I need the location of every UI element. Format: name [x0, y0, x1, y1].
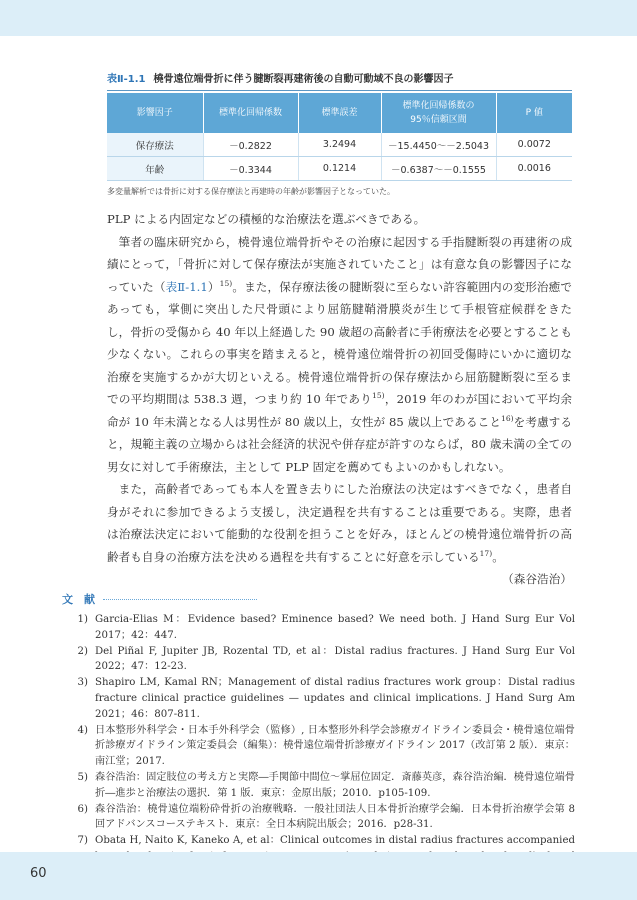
paragraph: PLP による内固定などの積極的な治療法を選ぶべきである。 [107, 212, 426, 226]
paragraph: 筆者の臨床研究から，橈骨遠位端骨折やその治療に起因する手指腱断裂の再建術の成績にとって，「骨折に対して保存療法が実施されていたこと」は有意な負の影響因子になっていた（表Ⅱ-1.1）$^{15)}$。また，保存療法後の腱断裂に至らない許容範囲内の変形治癒であっても，掌側に突出した尺骨頭により屈筋腱鞘滑膜炎が生じて手根管症候群をきたし，骨折の受傷から 40 年以上経過した 90 歳超の高齢者に手術療法を必要とすることも少なくない。これらの事実を踏まえると，橈骨遠位端骨折の初回受傷時にいかに適切な治療を実施するかが大切といえる。橈骨遠位端骨折の保存療法から屈筋腱断裂に至るまでの平均期間は 538.3 週，つまり約 10 年であり$^{15)}$，2019 年のわが国において平均余命が 10 年未満となる人は男性が 80 歳以上，女性が 85 歳以上であること$^{16)}$を考慮すると，規範主義の立場からは社会経済的状況や併存症が許すのならば，80 歳未満の全ての男女に対して手術療法，主として PLP 固定を薦めてもよいのかもしれない。 [107, 234, 573, 474]
table-cell: 0.1214 [298, 157, 381, 181]
paragraph-text: ，2019 年のわが国において平均余命が 10 年未満となる人は男性が 80 歳以上，女性が 85 歳以上であること [107, 392, 573, 429]
table-number: 表Ⅱ-1.1 [107, 74, 146, 85]
references-heading [62, 591, 257, 607]
reference-item [65, 644, 575, 676]
paragraph-text: また，高齢者であっても本人を置き去りにした治療法の決定はすべきでなく，患者自身がそれに参加できるよう支援し，決定過程を共有することは重要である。実際，患者は治療法決定において能動的な役割を担うことを好み，ほとんどの橈骨遠位端骨折の高齢者も自身の治療方法を決める過程を共有することに好意を示している [107, 482, 572, 564]
reference-item [65, 770, 575, 802]
table-cell: 年齢 [107, 157, 203, 181]
header-p-value: P 値 [496, 93, 572, 133]
table-cell: 0.0016 [496, 157, 572, 181]
table-cell: 保存療法 [107, 133, 203, 157]
paragraph-text: 。また，保存療法後の腱断裂に至らない許容範囲内の変形治癒であっても，掌側に突出した尺骨頭により屈筋腱鞘滑膜炎が生じて手根管症候群をきたし，骨折の受傷から 40 年以上経過した 90 歳超の高齢者に手術療法を必要とすることも少なくない。これらの事実を踏まえると，橈骨遠位端骨折の初回受傷時にいかに適切な治療を実施するかが大切といえる。橈骨遠位端骨折の保存療法から屈筋腱断裂に至るまでの平均期間は 538.3 週，つまり約 10 年であり [107, 279, 572, 406]
reference-list [65, 612, 575, 881]
table-cell: －0.6387～－0.1555 [381, 157, 496, 181]
table-cell: 3.2494 [298, 133, 381, 157]
table-cell: －0.2822 [203, 133, 298, 157]
paragraph-text: 。 [492, 549, 504, 564]
page-number: 60 [30, 866, 47, 881]
reference-item [65, 612, 575, 644]
header-factor: 影響因子 [107, 93, 203, 133]
regression-table [107, 93, 572, 181]
reference-text: 日本整形外科学会・日本手外科学会（監修）, 日本整形外科学会診療ガイドライン委員会・橈骨遠位端骨折診療ガイドライン策定委員会（編集）：橈骨遠位端骨折診療ガイドライン 2017（改訂第 2 版）．東京：南江堂；2017. [95, 724, 575, 768]
reference-text: 森谷浩治：橈骨遠位端粉砕骨折の治療戦略．一般社団法人日本骨折治療学会編．日本骨折治療学会第 8 回アドバンスコーステキスト．東京：全日本病院出版会；2016．p28-31. [95, 803, 575, 831]
table-reference-link[interactable]: 表Ⅱ-1.1 [165, 279, 208, 294]
header-ci-line2: 95％信頼区間 [410, 115, 467, 125]
reference-text: Obata H, Naito K, Kaneko A, et al：Clinical outcomes in distal radius fractures accompanied [95, 835, 575, 847]
reference-text: Garcia-Elias M：Evidence based? Eminence based? We need both. J Hand Surg Eur Vol 2017；42：447. [95, 614, 575, 641]
header-std-error: 標準誤差 [298, 93, 381, 133]
dotted-divider [103, 599, 257, 600]
reference-text: 森谷浩治：固定肢位の考え方と実際―手関節中間位～掌屈位固定．斎藤英彦，森谷浩治編．橈骨遠位端骨折―進歩と治療法の選択．第 1 版．東京：金原出版；2010．p105-109. [95, 771, 575, 799]
reference-number: 2) [77, 645, 88, 657]
header-ci-line1: 標準化回帰係数の [402, 101, 475, 111]
table-cell: －0.3344 [203, 157, 298, 181]
table-section [107, 70, 572, 197]
reference-text: Del Piñal F, Jupiter JB, Rozental TD, et al：Distal radius fractures. J Hand Surg Eur Vol 2022；47：12-23. [95, 645, 575, 673]
header-confidence-interval [381, 93, 496, 133]
paragraph-text: を考慮すると，規範主義の立場からは社会経済的状況や併存症が許すのならば，80 歳未満の全ての男女に対して手術療法，主として PLP 固定を薦めてもよいのかもしれない。 [107, 414, 572, 474]
table-row [107, 133, 572, 157]
author-credit: （森谷浩治） [502, 572, 572, 586]
paragraph [107, 478, 572, 568]
reference-number: 4) [77, 724, 88, 736]
reference-number: 7) [77, 835, 88, 847]
citation-15[interactable]: 15) [219, 278, 233, 288]
reference-number: 6) [77, 803, 88, 815]
reference-item [65, 802, 575, 834]
table-header-row [107, 93, 572, 133]
table-row [107, 157, 572, 181]
table-title [107, 70, 572, 91]
reference-text: Shapiro LM, Kamal RN；Management of distal radius fractures work group：Distal radius fracture clinical practice guidelines — updates and clinical implications. J Hand Surg Am 2021；46：807-811. [95, 677, 575, 720]
citation-17[interactable]: 17) [479, 548, 493, 558]
reference-number: 3) [77, 677, 88, 689]
table-cell: －15.4450～－2.5043 [381, 133, 496, 157]
table-title-text: 橈骨遠位端骨折に伴う腱断裂再建術後の自動可動域不良の影響因子 [153, 74, 454, 85]
table-note: 多変量解析では骨折に対する保存療法と再建時の年齢が影響因子となっていた。 [107, 187, 395, 196]
body-text [107, 208, 572, 591]
reference-number: 5) [77, 771, 88, 783]
citation-16[interactable]: 16) [501, 413, 514, 423]
references-heading-text: 文 献 [62, 593, 95, 606]
table-cell: 0.0072 [496, 133, 572, 157]
reference-item [65, 723, 575, 770]
reference-number: 1) [77, 614, 88, 625]
reference-item [65, 675, 575, 722]
paragraph-text: 筆者の臨床研究から，橈骨遠位端骨折やその治療に起因する手指腱断裂の再建術の成績にとって，「骨折に対して保存療法が実施されていたこと」は有意な負の影響因子になっていた（ [107, 234, 572, 294]
bottom-band [0, 852, 637, 900]
citation-15[interactable]: 15) [372, 391, 385, 400]
header-coefficient: 標準化回帰係数 [203, 93, 298, 133]
top-band [0, 0, 637, 36]
